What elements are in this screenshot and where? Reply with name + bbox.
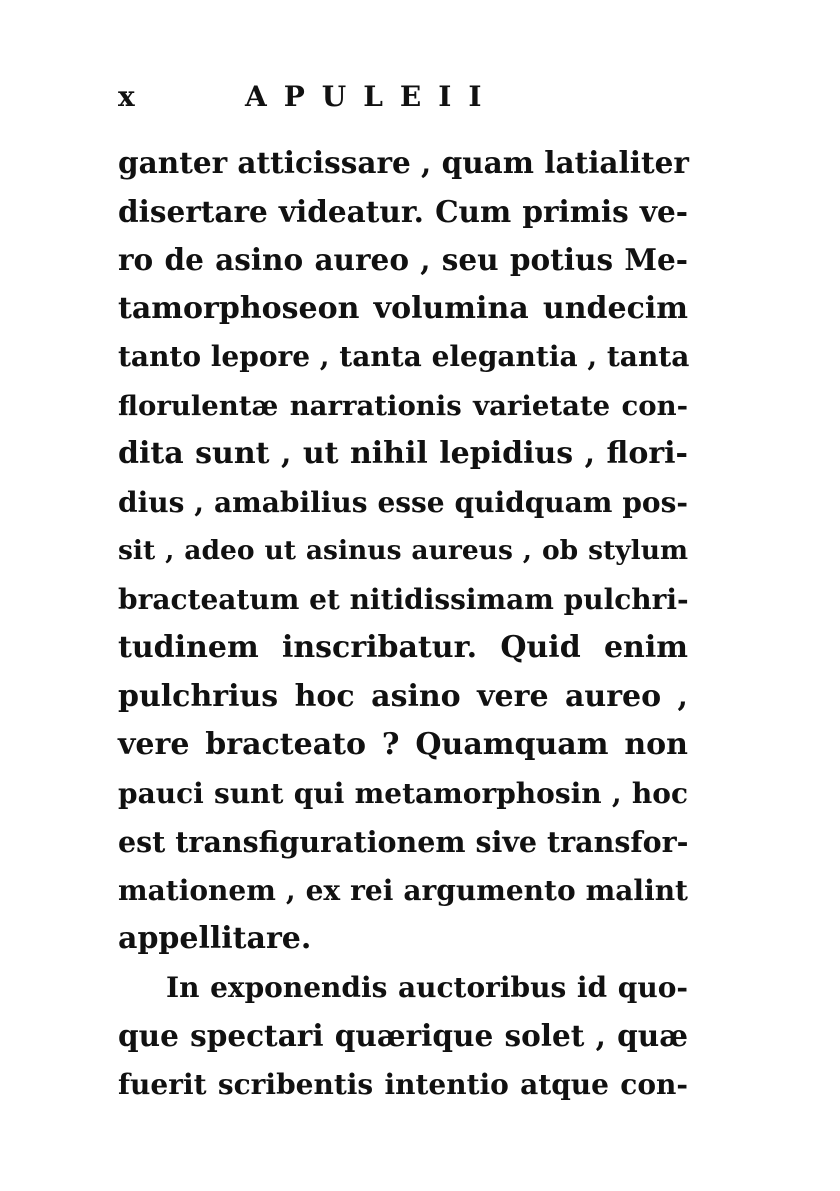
text-line: dita sunt , ut nihil lepidius , flori- — [118, 436, 688, 471]
paragraph-start-line: In exponendis auctoribus id quo- — [166, 970, 688, 1004]
text-line: vere bracteato ? Quamquam non — [118, 727, 688, 762]
page-number: x — [118, 80, 135, 113]
running-title: APULEII — [245, 80, 499, 113]
text-line: pauci sunt qui metamorphosin , hoc — [118, 776, 688, 810]
text-line: ganter atticissare , quam latialiter — [118, 145, 689, 180]
text-line: est transfigurationem sive transfor- — [118, 825, 689, 859]
body-text — [118, 139, 688, 1109]
paragraph-end-line: appellitare. — [118, 921, 312, 956]
text-line: ro de asino aureo , seu potius Me- — [118, 242, 688, 277]
text-line: dius , amabilius esse quidquam pos- — [118, 485, 688, 519]
text-line: que spectari quærique solet , quæ — [118, 1018, 688, 1053]
text-line: pulchrius hoc asino vere aureo , — [118, 678, 688, 714]
text-line: fuerit scribentis intentio atque con- — [118, 1067, 688, 1101]
text-line: florulentæ narrationis varietate con- — [118, 389, 688, 422]
running-head — [118, 80, 718, 120]
text-line: tudinem inscribatur. Quid enim — [118, 630, 688, 665]
text-line: sit , adeo ut asinus aureus , ob stylum — [118, 535, 688, 566]
text-line: bracteatum et nitidissimam pulchri- — [118, 582, 689, 616]
text-line: disertare videatur. Cum primis ve- — [118, 193, 688, 229]
text-line: tamorphoseon volumina undecim — [118, 290, 688, 326]
text-line: mationem , ex rei argumento malint — [118, 873, 688, 907]
text-line: tanto lepore , tanta elegantia , tanta — [118, 340, 690, 373]
